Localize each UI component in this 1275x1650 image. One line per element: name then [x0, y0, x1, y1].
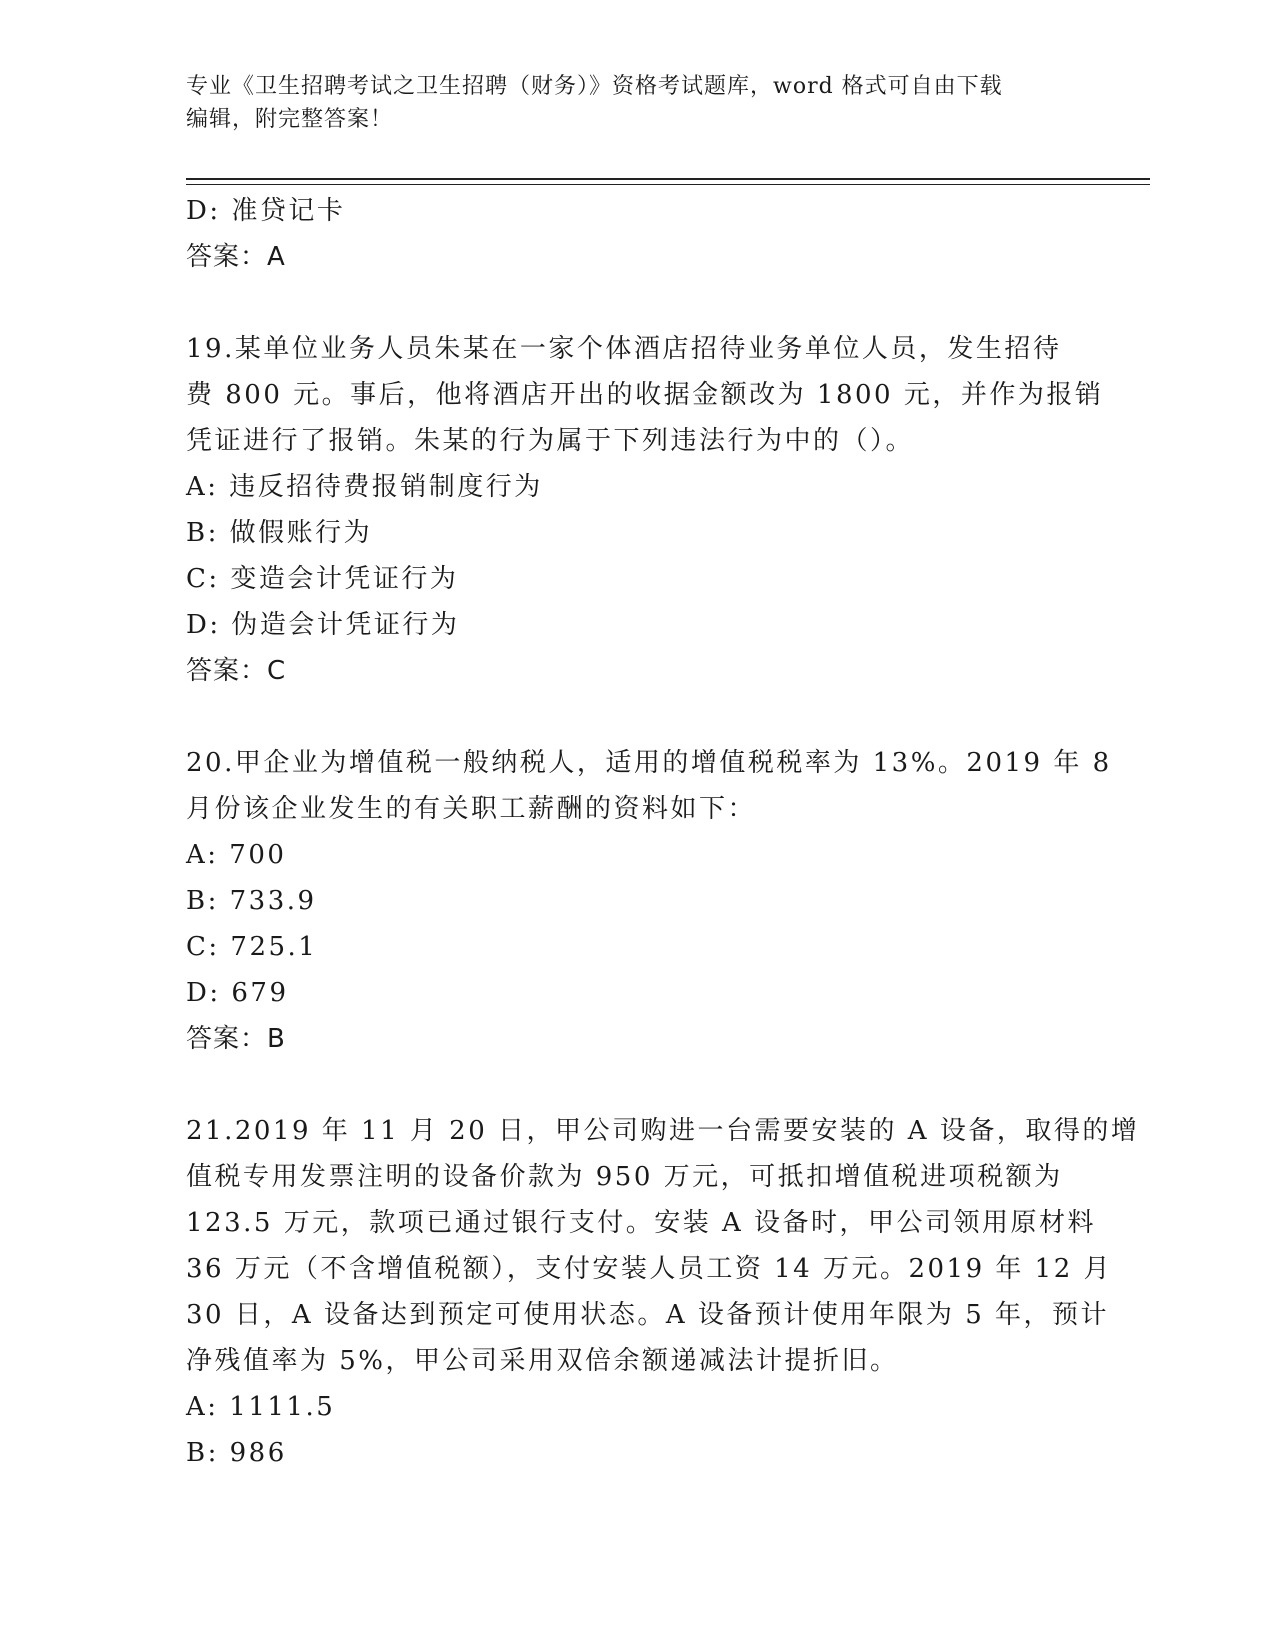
- document-body: [186, 188, 1140, 1476]
- document-header: [186, 70, 1086, 136]
- question-20: [186, 740, 1112, 1062]
- question-stem-line: 净残值率为 5%，甲公司采用双倍余额递减法计提折旧。: [186, 1346, 899, 1376]
- header-divider-thin: [186, 184, 1150, 185]
- spacer: [186, 1062, 1086, 1108]
- option-b: B: 733.9: [186, 886, 317, 916]
- answer: 答案：B: [186, 1024, 286, 1054]
- header-line-2: 编辑，附完整答案！: [186, 107, 394, 132]
- option-a: A: 700: [186, 840, 287, 870]
- option-c: C: 725.1: [186, 932, 318, 962]
- question-stem-line: 123.5 万元，款项已通过银行支付。安装 A 设备时，甲公司领用原材料: [186, 1208, 1097, 1238]
- option-d: D: 伪造会计凭证行为: [186, 610, 460, 640]
- question-stem-line: 30 日，A 设备达到预定可使用状态。A 设备预计使用年限为 5 年，预计: [186, 1300, 1110, 1330]
- question-stem-line: 月份该企业发生的有关职工薪酬的资料如下：: [186, 794, 757, 824]
- answer: 答案：A: [186, 242, 286, 272]
- spacer: [186, 694, 1086, 740]
- option-b: B: 986: [186, 1438, 287, 1468]
- option-c: C: 变造会计凭证行为: [186, 564, 459, 594]
- question-21: [186, 1108, 1140, 1476]
- question-stem-line: 36 万元（不含增值税额），支付安装人员工资 14 万元。2019 年 12 月: [186, 1254, 1113, 1284]
- option-d: D: 准贷记卡: [186, 196, 346, 226]
- question-18-tail: [186, 188, 1086, 280]
- question-stem-line: 20.甲企业为增值税一般纳税人，适用的增值税税率为 13%。2019 年 8: [186, 748, 1112, 778]
- spacer: [186, 280, 1086, 326]
- option-a: A: 违反招待费报销制度行为: [186, 472, 543, 502]
- question-stem-line: 凭证进行了报销。朱某的行为属于下列违法行为中的（）。: [186, 426, 915, 456]
- option-b: B: 做假账行为: [186, 518, 373, 548]
- question-19: [186, 326, 1104, 694]
- answer: 答案：C: [186, 656, 287, 686]
- option-a: A: 1111.5: [186, 1392, 336, 1422]
- option-d: D: 679: [186, 978, 289, 1008]
- question-stem-line: 19.某单位业务人员朱某在一家个体酒店招待业务单位人员，发生招待: [186, 334, 1062, 364]
- question-stem-line: 值税专用发票注明的设备价款为 950 万元，可抵扣增值税进项税额为: [186, 1162, 1063, 1192]
- header-divider-thick: [186, 178, 1150, 180]
- header-line-1: 专业《卫生招聘考试之卫生招聘（财务）》资格考试题库，word 格式可自由下载: [186, 74, 1003, 99]
- question-stem-line: 21.2019 年 11 月 20 日，甲公司购进一台需要安装的 A 设备，取得的增: [186, 1116, 1140, 1146]
- question-stem-line: 费 800 元。事后，他将酒店开出的收据金额改为 1800 元，并作为报销: [186, 380, 1104, 410]
